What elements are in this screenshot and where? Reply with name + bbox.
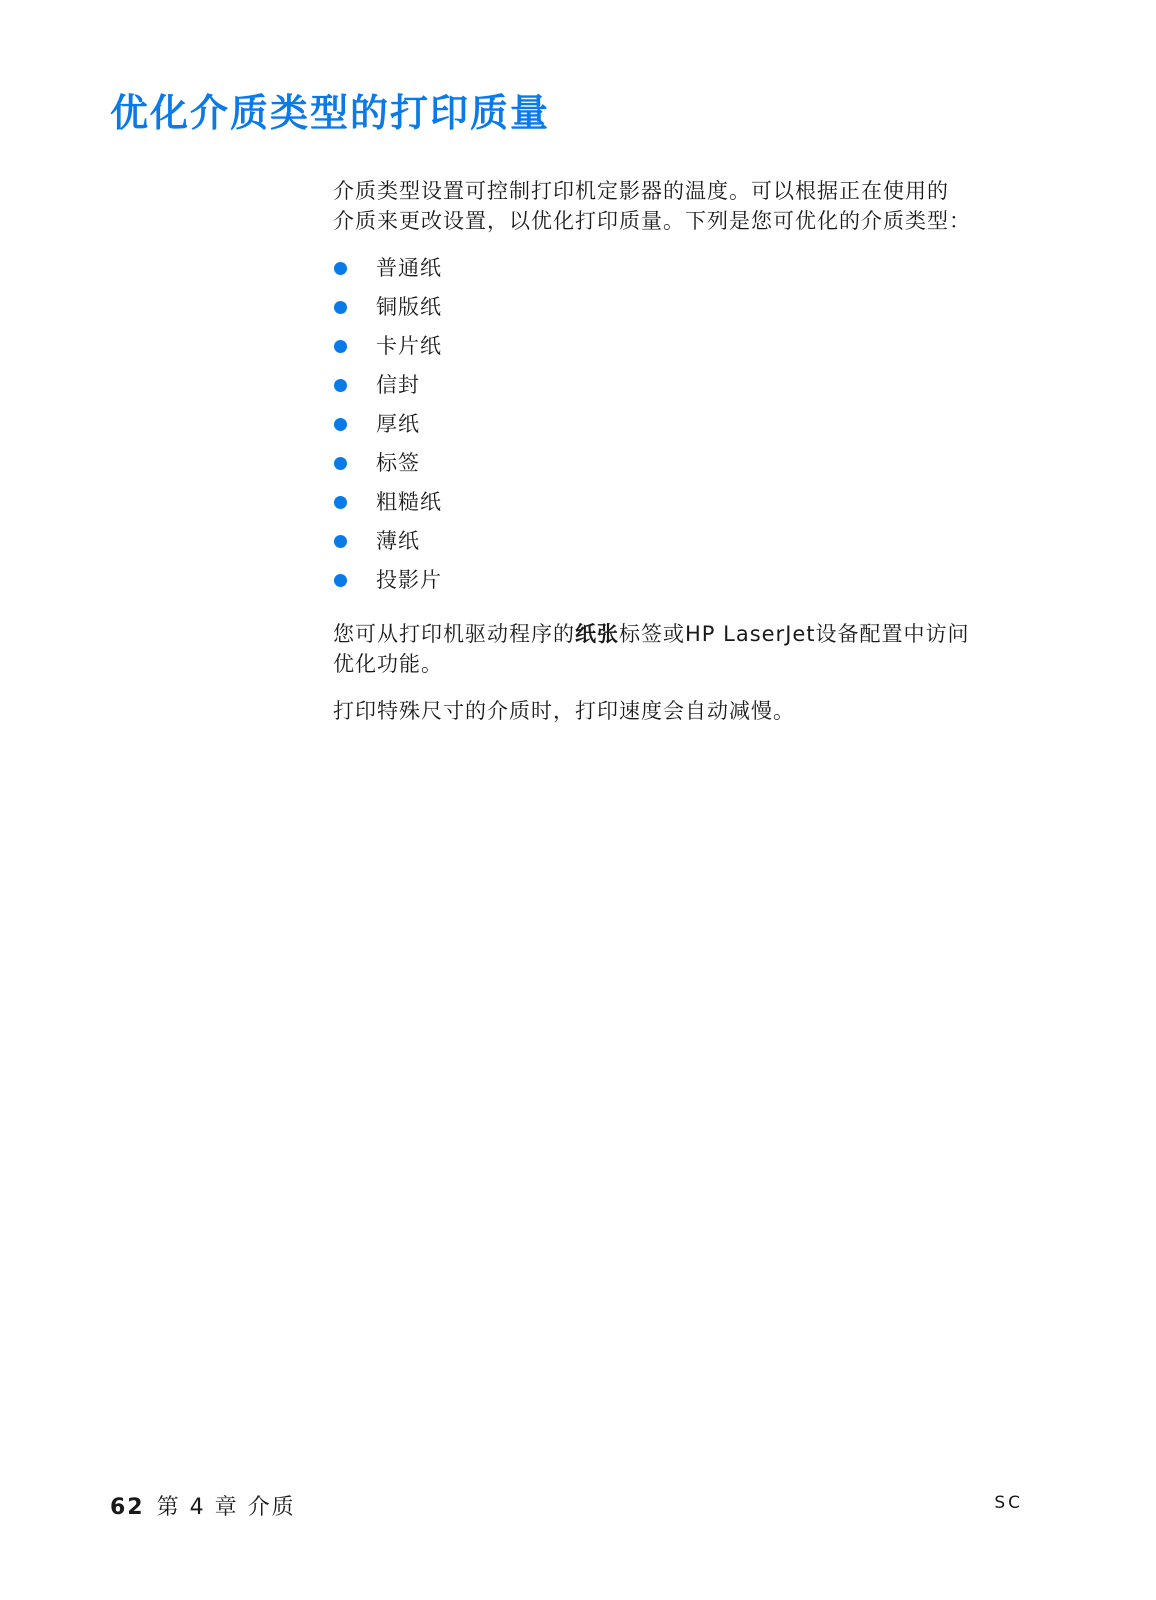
page-number: 62: [110, 1495, 145, 1520]
intro-line-1: 介质类型设置可控制打印机定影器的温度。可以根据正在使用的: [333, 179, 949, 203]
media-type-list: [333, 253, 1033, 604]
bullet-icon: [334, 535, 347, 548]
chapter-label: 第 4 章 介质: [156, 1495, 296, 1520]
note-paragraph: 打印特殊尺寸的介质时，打印速度会自动减慢。: [333, 699, 795, 723]
language-code: SC: [994, 1493, 1023, 1513]
bullet-icon: [334, 262, 347, 275]
bullet-icon: [334, 457, 347, 470]
page-footer: [110, 1490, 1023, 1521]
access-text-before: 您可从打印机驱动程序的: [333, 622, 575, 646]
list-item: [333, 565, 1033, 604]
list-item: [333, 487, 1033, 526]
bullet-icon: [334, 496, 347, 509]
access-line-2: 优化功能。: [333, 652, 443, 676]
access-text-after: 标签或HP LaserJet设备配置中访问: [619, 622, 970, 646]
intro-paragraph: [333, 176, 1033, 236]
list-item-label: 粗糙纸: [376, 490, 442, 514]
list-item-label: 卡片纸: [376, 334, 442, 358]
bullet-icon: [334, 301, 347, 314]
paper-tab-name: 纸张: [575, 622, 619, 646]
list-item-label: 普通纸: [376, 256, 442, 280]
list-item-label: 铜版纸: [376, 295, 442, 319]
list-item: [333, 448, 1033, 487]
main-content: [333, 176, 1033, 743]
intro-line-2: 介质来更改设置，以优化打印质量。下列是您可优化的介质类型：: [333, 209, 971, 233]
bullet-icon: [334, 379, 347, 392]
list-item: [333, 370, 1033, 409]
list-item: [333, 331, 1033, 370]
list-item-label: 标签: [376, 451, 420, 475]
bullet-icon: [334, 574, 347, 587]
list-item-label: 薄纸: [376, 529, 420, 553]
access-paragraph: [333, 619, 1033, 679]
list-item: [333, 292, 1033, 331]
list-item-label: 投影片: [376, 568, 442, 592]
list-item: [333, 409, 1033, 448]
page-title: 优化介质类型的打印质量: [110, 91, 551, 135]
bullet-icon: [334, 418, 347, 431]
list-item: [333, 526, 1033, 565]
list-item-label: 厚纸: [376, 412, 420, 436]
list-item-label: 信封: [376, 373, 420, 397]
list-item: [333, 253, 1033, 292]
bullet-icon: [334, 340, 347, 353]
